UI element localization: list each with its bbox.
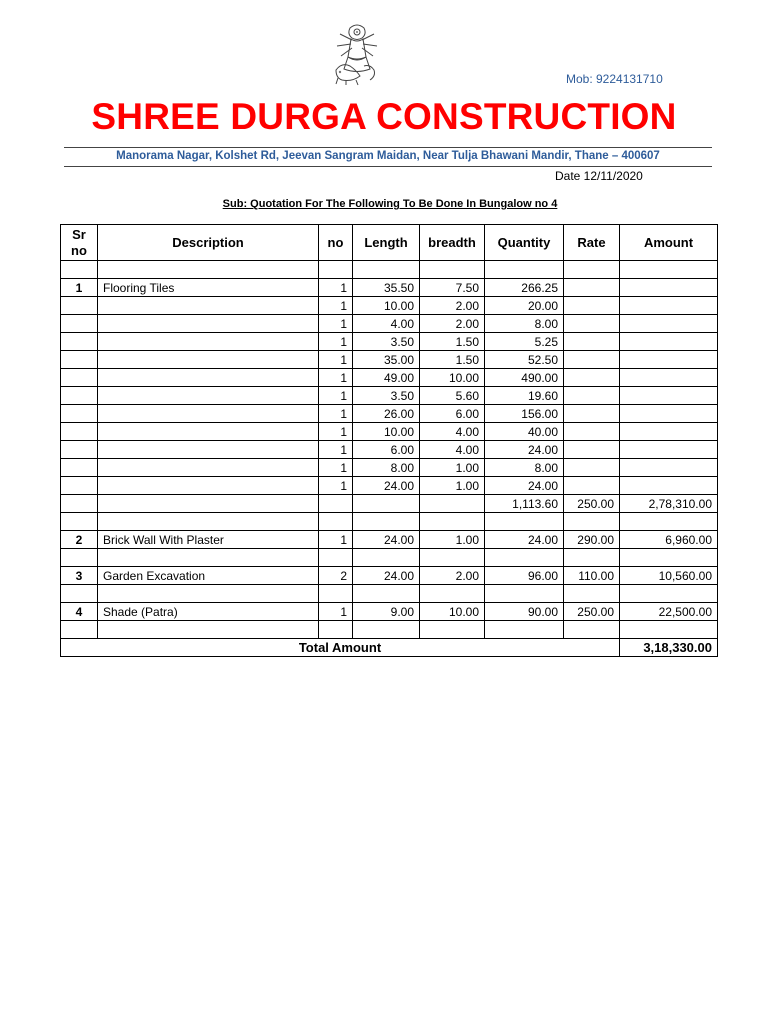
table-row (61, 423, 718, 441)
cell-rate (564, 549, 620, 567)
cell-breadth (420, 261, 485, 279)
cell-amount: 10,560.00 (620, 567, 718, 585)
table-row (61, 477, 718, 495)
cell-breadth (420, 513, 485, 531)
cell-breadth (420, 585, 485, 603)
header-sr-no: Sr no (61, 225, 98, 261)
cell-description (98, 333, 319, 351)
cell-no: 1 (319, 531, 353, 549)
cell-amount (620, 459, 718, 477)
cell-length: 9.00 (353, 603, 420, 621)
cell-quantity (485, 513, 564, 531)
table-row (61, 261, 718, 279)
cell-description (98, 261, 319, 279)
cell-description: Brick Wall With Plaster (98, 531, 319, 549)
cell-breadth (420, 495, 485, 513)
cell-length (353, 513, 420, 531)
cell-no: 1 (319, 477, 353, 495)
cell-no: 1 (319, 279, 353, 297)
cell-length: 3.50 (353, 387, 420, 405)
cell-amount (620, 261, 718, 279)
cell-amount: 22,500.00 (620, 603, 718, 621)
cell-breadth (420, 549, 485, 567)
cell-amount (620, 405, 718, 423)
cell-rate (564, 387, 620, 405)
cell-sr-no (61, 333, 98, 351)
cell-quantity: 8.00 (485, 459, 564, 477)
cell-rate (564, 315, 620, 333)
cell-sr-no (61, 549, 98, 567)
table-row (61, 333, 718, 351)
cell-description (98, 585, 319, 603)
cell-description (98, 369, 319, 387)
header-quantity: Quantity (485, 225, 564, 261)
cell-amount (620, 279, 718, 297)
cell-rate (564, 477, 620, 495)
cell-sr-no (61, 513, 98, 531)
cell-no: 1 (319, 423, 353, 441)
cell-amount (620, 423, 718, 441)
cell-length (353, 261, 420, 279)
cell-breadth (420, 621, 485, 639)
table-row (61, 603, 718, 621)
cell-no: 1 (319, 333, 353, 351)
cell-rate: 250.00 (564, 603, 620, 621)
cell-no (319, 261, 353, 279)
cell-breadth: 1.00 (420, 459, 485, 477)
quotation-table (60, 224, 718, 657)
cell-description (98, 441, 319, 459)
table-row (61, 585, 718, 603)
cell-length (353, 549, 420, 567)
cell-quantity: 52.50 (485, 351, 564, 369)
cell-rate: 110.00 (564, 567, 620, 585)
cell-no (319, 585, 353, 603)
cell-length: 49.00 (353, 369, 420, 387)
cell-sr-no (61, 405, 98, 423)
cell-sr-no (61, 315, 98, 333)
cell-sr-no (61, 369, 98, 387)
cell-sr-no (61, 495, 98, 513)
cell-rate: 290.00 (564, 531, 620, 549)
cell-rate (564, 585, 620, 603)
quotation-date: Date 12/11/2020 (555, 169, 643, 183)
total-amount-value: 3,18,330.00 (620, 639, 718, 657)
total-row (61, 639, 718, 657)
table-row (61, 405, 718, 423)
cell-breadth: 2.00 (420, 297, 485, 315)
header-breadth: breadth (420, 225, 485, 261)
cell-quantity: 5.25 (485, 333, 564, 351)
cell-no: 1 (319, 351, 353, 369)
cell-description (98, 495, 319, 513)
cell-length: 24.00 (353, 531, 420, 549)
cell-sr-no (61, 621, 98, 639)
cell-breadth: 2.00 (420, 567, 485, 585)
cell-length: 4.00 (353, 315, 420, 333)
cell-description (98, 477, 319, 495)
table-row (61, 351, 718, 369)
table-row (61, 441, 718, 459)
cell-rate (564, 459, 620, 477)
cell-sr-no: 3 (61, 567, 98, 585)
cell-quantity: 90.00 (485, 603, 564, 621)
cell-description (98, 387, 319, 405)
cell-length: 35.50 (353, 279, 420, 297)
cell-amount: 6,960.00 (620, 531, 718, 549)
cell-sr-no: 2 (61, 531, 98, 549)
cell-amount: 2,78,310.00 (620, 495, 718, 513)
table-row (61, 621, 718, 639)
table-row (61, 549, 718, 567)
cell-amount (620, 477, 718, 495)
company-address: Manorama Nagar, Kolshet Rd, Jeevan Sangram Maidan, Near Tulja Bhawani Mandir, Thane – 400607 (116, 150, 660, 162)
table-row (61, 315, 718, 333)
cell-breadth: 10.00 (420, 603, 485, 621)
cell-sr-no (61, 351, 98, 369)
company-name: SHREE DURGA CONSTRUCTION (91, 96, 677, 137)
cell-length: 26.00 (353, 405, 420, 423)
cell-no (319, 495, 353, 513)
cell-quantity: 20.00 (485, 297, 564, 315)
cell-no: 1 (319, 603, 353, 621)
header-description: Description (98, 225, 319, 261)
cell-description: Shade (Patra) (98, 603, 319, 621)
header-rate: Rate (564, 225, 620, 261)
header-divider-top (64, 147, 712, 148)
cell-quantity: 490.00 (485, 369, 564, 387)
table-row (61, 369, 718, 387)
cell-breadth: 5.60 (420, 387, 485, 405)
cell-rate (564, 423, 620, 441)
cell-description (98, 351, 319, 369)
cell-amount (620, 441, 718, 459)
cell-rate (564, 261, 620, 279)
cell-length: 24.00 (353, 567, 420, 585)
cell-length: 8.00 (353, 459, 420, 477)
mobile-number: Mob: 9224131710 (566, 72, 663, 86)
table-row (61, 513, 718, 531)
cell-no: 1 (319, 441, 353, 459)
durga-deity-logo-icon (330, 22, 384, 86)
cell-quantity: 24.00 (485, 531, 564, 549)
cell-quantity: 1,113.60 (485, 495, 564, 513)
cell-no: 1 (319, 459, 353, 477)
cell-rate (564, 441, 620, 459)
cell-no: 2 (319, 567, 353, 585)
cell-no: 1 (319, 369, 353, 387)
cell-rate (564, 369, 620, 387)
cell-amount (620, 297, 718, 315)
cell-breadth: 4.00 (420, 423, 485, 441)
cell-length: 10.00 (353, 297, 420, 315)
cell-quantity: 156.00 (485, 405, 564, 423)
cell-length: 3.50 (353, 333, 420, 351)
cell-length (353, 495, 420, 513)
cell-length: 35.00 (353, 351, 420, 369)
quotation-subject: Sub: Quotation For The Following To Be Done In Bungalow no 4 (222, 198, 558, 210)
cell-amount (620, 333, 718, 351)
cell-no (319, 549, 353, 567)
cell-quantity: 8.00 (485, 315, 564, 333)
cell-sr-no (61, 477, 98, 495)
cell-breadth: 1.50 (420, 351, 485, 369)
cell-breadth: 1.00 (420, 477, 485, 495)
cell-breadth: 7.50 (420, 279, 485, 297)
cell-description (98, 423, 319, 441)
cell-quantity (485, 549, 564, 567)
cell-sr-no: 4 (61, 603, 98, 621)
cell-breadth: 1.00 (420, 531, 485, 549)
table-row (61, 387, 718, 405)
cell-amount (620, 621, 718, 639)
cell-quantity: 96.00 (485, 567, 564, 585)
cell-rate (564, 621, 620, 639)
cell-amount (620, 387, 718, 405)
header-length: Length (353, 225, 420, 261)
cell-amount (620, 369, 718, 387)
cell-breadth: 4.00 (420, 441, 485, 459)
total-amount-label: Total Amount (61, 639, 620, 657)
table-header-row (61, 225, 718, 261)
cell-amount (620, 585, 718, 603)
cell-description (98, 315, 319, 333)
cell-no (319, 621, 353, 639)
cell-quantity: 266.25 (485, 279, 564, 297)
cell-breadth: 10.00 (420, 369, 485, 387)
cell-quantity: 40.00 (485, 423, 564, 441)
cell-length: 10.00 (353, 423, 420, 441)
cell-rate (564, 513, 620, 531)
cell-quantity (485, 261, 564, 279)
cell-breadth: 1.50 (420, 333, 485, 351)
cell-amount (620, 549, 718, 567)
cell-amount (620, 513, 718, 531)
cell-no: 1 (319, 297, 353, 315)
cell-amount (620, 315, 718, 333)
cell-breadth: 6.00 (420, 405, 485, 423)
cell-quantity: 24.00 (485, 441, 564, 459)
cell-description: Garden Excavation (98, 567, 319, 585)
header-amount: Amount (620, 225, 718, 261)
cell-quantity: 24.00 (485, 477, 564, 495)
table-row (61, 495, 718, 513)
cell-no: 1 (319, 315, 353, 333)
header-no: no (319, 225, 353, 261)
cell-description (98, 297, 319, 315)
cell-description (98, 459, 319, 477)
cell-description (98, 405, 319, 423)
cell-sr-no (61, 261, 98, 279)
table-row (61, 279, 718, 297)
cell-rate (564, 351, 620, 369)
cell-sr-no: 1 (61, 279, 98, 297)
cell-breadth: 2.00 (420, 315, 485, 333)
cell-sr-no (61, 423, 98, 441)
cell-sr-no (61, 297, 98, 315)
cell-sr-no (61, 387, 98, 405)
cell-no: 1 (319, 405, 353, 423)
cell-rate (564, 279, 620, 297)
cell-description (98, 621, 319, 639)
header-divider-bottom (64, 166, 712, 167)
table-row (61, 567, 718, 585)
cell-length: 6.00 (353, 441, 420, 459)
cell-quantity (485, 621, 564, 639)
cell-sr-no (61, 459, 98, 477)
cell-sr-no (61, 441, 98, 459)
cell-no: 1 (319, 387, 353, 405)
cell-description: Flooring Tiles (98, 279, 319, 297)
cell-rate: 250.00 (564, 495, 620, 513)
cell-length: 24.00 (353, 477, 420, 495)
cell-sr-no (61, 585, 98, 603)
cell-length (353, 585, 420, 603)
cell-quantity (485, 585, 564, 603)
table-row (61, 459, 718, 477)
cell-no (319, 513, 353, 531)
cell-length (353, 621, 420, 639)
cell-rate (564, 405, 620, 423)
cell-quantity: 19.60 (485, 387, 564, 405)
table-row (61, 297, 718, 315)
cell-rate (564, 333, 620, 351)
table-row (61, 531, 718, 549)
cell-rate (564, 297, 620, 315)
cell-amount (620, 351, 718, 369)
cell-description (98, 513, 319, 531)
cell-description (98, 549, 319, 567)
